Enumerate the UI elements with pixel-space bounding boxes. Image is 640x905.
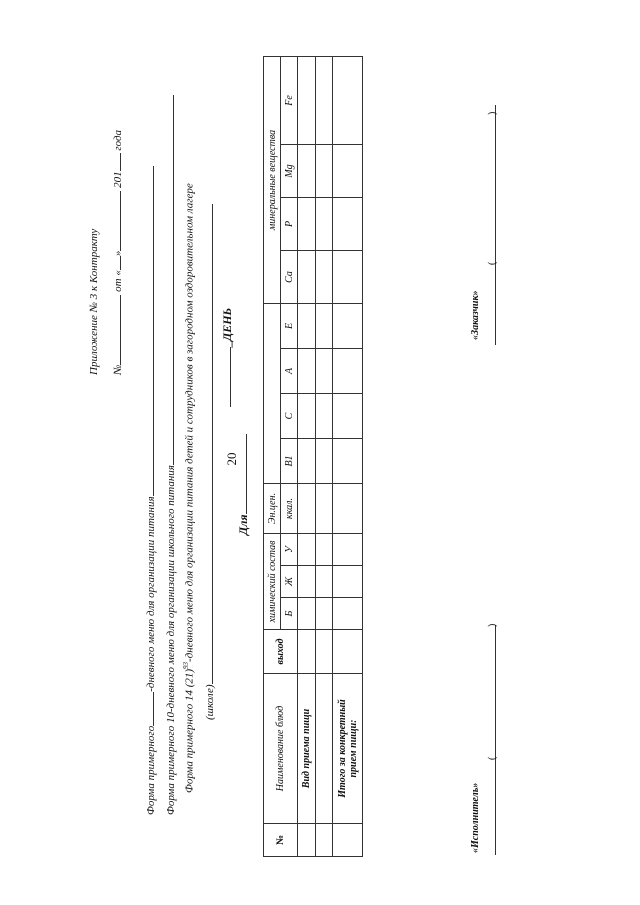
sub-vit-4: E xyxy=(281,303,298,348)
header-output: выход xyxy=(264,630,298,674)
number-prefix: № xyxy=(112,364,124,375)
appendix-title: Приложение № 3 к Контракту xyxy=(88,228,100,375)
form-line-2 xyxy=(163,95,177,815)
header-name: Наименование блюд xyxy=(264,674,298,824)
sub-energy: ккал. xyxy=(281,483,298,533)
page-number: 20 xyxy=(224,452,239,466)
sub-chem-1: Б xyxy=(281,598,298,630)
sub-vit-1: B1 xyxy=(281,438,298,483)
sub-vit-2: C xyxy=(281,393,298,438)
customer-sign-line xyxy=(495,105,496,345)
customer-close-paren: ) xyxy=(487,111,498,115)
sub-min-1: Ca xyxy=(281,250,298,303)
table-row-empty xyxy=(316,56,333,856)
form-line-2-text: Форма примерного 10-дневного меню для организации школьного питания xyxy=(165,465,177,815)
sub-min-2: P xyxy=(281,197,298,250)
day-label-text: _ДЕНЬ xyxy=(220,307,234,347)
form-line-3-sup: 93 xyxy=(182,661,190,669)
total-line-1: Итого за конкретный xyxy=(336,699,348,798)
table-row-meal xyxy=(298,56,316,856)
form-line-3a: Форма примерного 14 (21) xyxy=(183,668,196,793)
form-line-1 xyxy=(143,166,157,815)
year-word: года xyxy=(112,129,124,151)
sub-chem-3: У xyxy=(281,533,298,565)
total-cell xyxy=(333,674,363,824)
sub-min-4: Fe xyxy=(281,56,298,144)
sub-min-3: Mg xyxy=(281,144,298,197)
sub-chem-2: Ж xyxy=(281,566,298,598)
executor-open-paren: ( xyxy=(487,756,498,760)
form-line-3b: -дневного меню для организации питания детей и сотрудников в загородном оздоровительном лагере xyxy=(183,183,196,662)
customer-open-paren: ( xyxy=(487,261,498,265)
appendix-number-line xyxy=(110,130,124,375)
executor-label: «Исполнитель» xyxy=(470,782,481,853)
header-chem: химический состав xyxy=(264,533,281,629)
for-label xyxy=(236,434,251,535)
day-label xyxy=(220,308,235,407)
for-label-text: Для xyxy=(236,514,250,535)
form-line-4 xyxy=(202,204,216,720)
header-energy: Эн.цен. xyxy=(264,483,281,533)
form-line-1a: Форма примерного xyxy=(145,725,157,815)
total-line-2: прием пищи: xyxy=(347,719,359,778)
header-num: № xyxy=(264,824,298,857)
executor-sign-line xyxy=(495,625,496,855)
meal-type-cell: Вид приема пищи xyxy=(298,674,316,824)
cell xyxy=(298,824,316,857)
form-line-3 xyxy=(182,183,196,793)
form-line-4-text: (школе) xyxy=(204,684,216,720)
executor-close-paren: ) xyxy=(487,623,498,627)
form-line-1b: -дневного меню для организации питания xyxy=(145,496,157,692)
date-from: от « xyxy=(112,270,124,292)
customer-label: «Заказчик» xyxy=(470,290,481,340)
table-header-row-1 xyxy=(264,56,281,856)
header-vit xyxy=(264,303,281,483)
date-quote: » xyxy=(112,250,124,257)
menu-table xyxy=(263,56,363,857)
table-row-total xyxy=(333,56,363,856)
sub-vit-3: A xyxy=(281,348,298,393)
year: 201 xyxy=(112,171,124,188)
header-min: минеральные вещества xyxy=(264,56,281,303)
